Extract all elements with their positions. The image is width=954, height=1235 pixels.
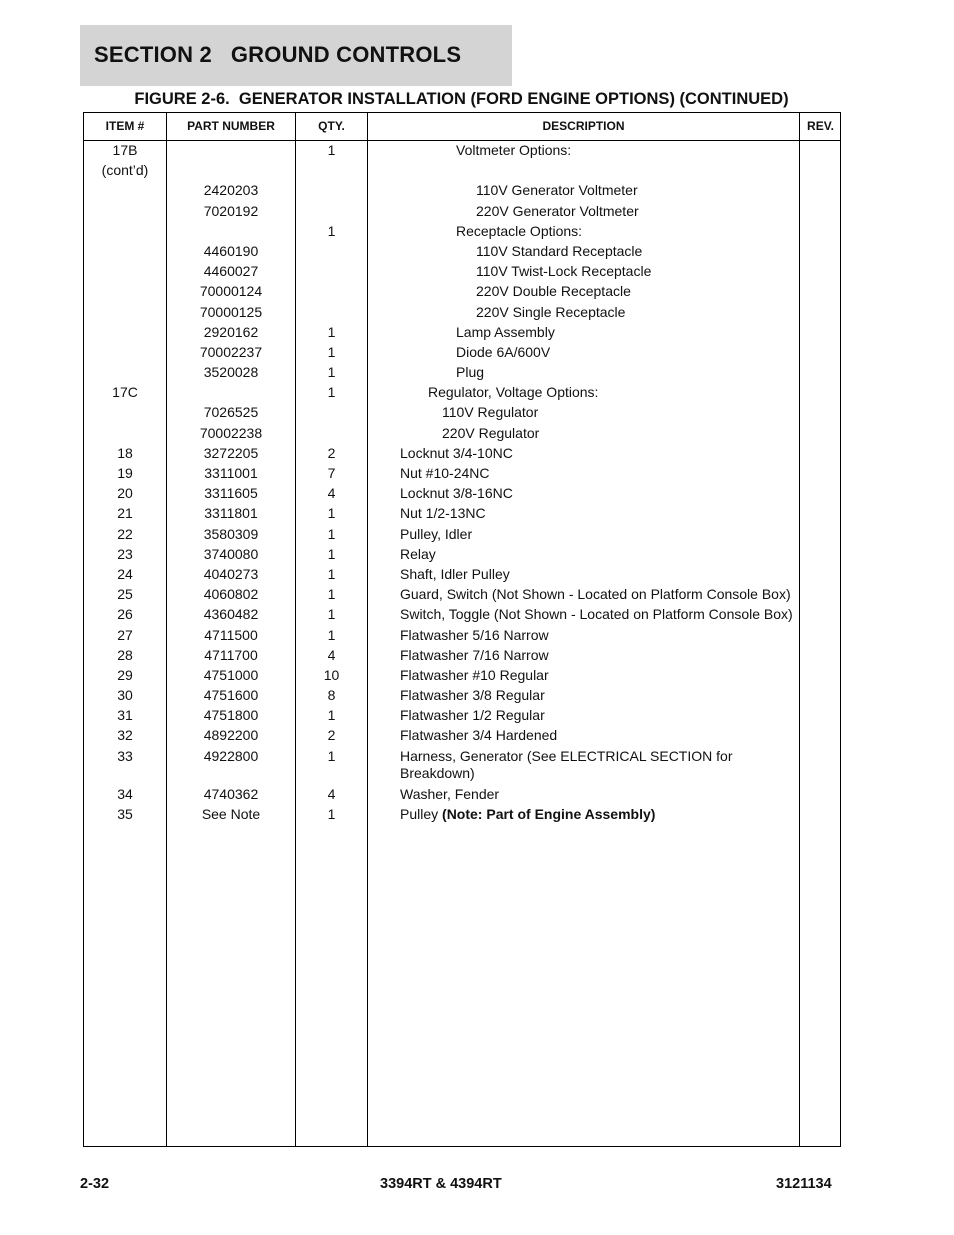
quantity: 4: [327, 646, 336, 663]
description: [400, 606, 793, 623]
part-number: 3311001: [204, 465, 258, 481]
part-number: 4460027: [203, 263, 259, 280]
quantity: 2: [327, 444, 336, 461]
description-text: Nut 1/2-13NC: [400, 505, 486, 522]
description-text: Flatwasher 3/4 Hardened: [400, 727, 558, 744]
header-description: DESCRIPTION: [542, 119, 625, 133]
description-text: 110V Regulator: [442, 404, 539, 421]
table-row: [84, 242, 840, 262]
description-text: 110V Standard Receptacle: [476, 242, 643, 259]
description: [456, 364, 484, 381]
item-number: 27: [117, 626, 133, 643]
description-text: Switch, Toggle (Not Shown - Located on Platform Console Box): [400, 606, 793, 623]
quantity: 1: [327, 142, 336, 158]
table-row: [84, 141, 840, 161]
quantity: 2: [327, 727, 336, 744]
description: [400, 505, 486, 522]
quantity: 1: [327, 525, 336, 542]
description: [442, 425, 539, 442]
description: [456, 223, 582, 240]
item-number: 19: [117, 465, 133, 481]
description: [400, 627, 549, 644]
table-row: [84, 484, 840, 504]
quantity: 1: [327, 707, 336, 724]
description-text: Washer, Fender: [400, 785, 500, 802]
part-number: 4711500: [204, 626, 258, 643]
description-text: Relay: [400, 545, 436, 562]
description-text: 110V Generator Voltmeter: [476, 182, 638, 199]
item-number: (cont’d): [101, 162, 149, 179]
description: [476, 203, 639, 220]
description: [400, 687, 545, 704]
description: [442, 404, 538, 421]
description-text: Harness, Generator (See ELECTRICAL SECTION for: [400, 747, 733, 764]
part-number: 70002238: [199, 424, 263, 441]
section-header-bar: [80, 25, 512, 86]
description-text: 220V Generator Voltmeter: [476, 202, 639, 219]
item-number: 17B: [112, 142, 138, 158]
part-number: 4040273: [203, 565, 259, 582]
description: [476, 243, 642, 260]
part-number: 4460190: [203, 242, 259, 259]
item-number: 23: [117, 545, 133, 562]
description: [400, 445, 513, 462]
item-number: 20: [117, 485, 133, 502]
quantity: 1: [327, 606, 336, 623]
table-row: [84, 646, 840, 666]
description: [400, 546, 436, 563]
part-number: 4751000: [203, 666, 259, 683]
table-row: [84, 343, 840, 363]
quantity: 7: [327, 465, 336, 481]
table-row: [84, 202, 840, 222]
table-row: [84, 363, 840, 383]
part-number: 4740362: [203, 785, 259, 802]
header-rev: REV.: [807, 119, 834, 133]
quantity: 1: [327, 505, 336, 522]
quantity: 1: [327, 222, 336, 239]
table-row: [84, 282, 840, 302]
item-number: 28: [117, 646, 133, 663]
description-text: Plug: [456, 364, 485, 381]
table-row: [84, 464, 840, 484]
description-text: Regulator, Voltage Options:: [428, 384, 599, 401]
footer-model: 3394RT & 4394RT: [380, 1176, 502, 1192]
description: [476, 283, 631, 300]
description-text: Receptacle Options:: [456, 222, 583, 239]
description: [456, 344, 550, 361]
part-number: 4751600: [203, 687, 259, 704]
description: [400, 586, 791, 603]
part-number: 70000124: [199, 283, 263, 300]
part-number: 70000125: [199, 303, 263, 320]
description: [428, 384, 598, 401]
item-number: 29: [117, 666, 133, 683]
table-row: [84, 504, 840, 524]
quantity: 10: [323, 666, 340, 683]
section-title: SECTION 2 GROUND CONTROLS: [94, 42, 462, 67]
table-row: [84, 262, 840, 282]
description-text: Flatwasher #10 Regular: [400, 666, 549, 683]
table-row: [84, 303, 840, 323]
item-number: 17C: [112, 384, 138, 401]
table-row: [84, 605, 840, 625]
description-text: 220V Double Receptacle: [476, 283, 631, 300]
description-text: Diode 6A/600V: [456, 343, 551, 360]
table-row: [84, 323, 840, 343]
quantity: 1: [327, 626, 336, 643]
header-qty: QTY.: [318, 119, 345, 133]
table-row: [84, 747, 840, 785]
description: [400, 707, 545, 724]
description-text: 110V Twist-Lock Receptacle: [476, 263, 652, 280]
table-row: [84, 686, 840, 706]
footer-page-number: 2-32: [80, 1176, 110, 1192]
table-row: [84, 565, 840, 585]
description-continuation: Breakdown): [400, 764, 475, 781]
description: [400, 566, 510, 583]
quantity: 1: [327, 747, 336, 764]
description-text: Voltmeter Options:: [456, 142, 572, 158]
description: [456, 142, 571, 159]
part-number: 4892200: [203, 727, 259, 744]
quantity: 1: [327, 343, 336, 360]
table-row: [84, 666, 840, 686]
description-text: Nut #10-24NC: [400, 465, 490, 481]
part-number: 3520028: [203, 364, 259, 381]
description: [400, 806, 655, 823]
part-number: 3580309: [203, 525, 259, 542]
description-note: (Note: Part of Engine Assembly): [442, 805, 656, 822]
part-number: 3272205: [203, 444, 259, 461]
description: [400, 465, 490, 482]
table-row: [84, 805, 840, 825]
description-text: Flatwasher 7/16 Narrow: [400, 646, 549, 663]
description: [476, 304, 625, 321]
description-text: 220V Regulator: [442, 424, 540, 441]
table-row: [84, 585, 840, 605]
part-number: 7020192: [203, 202, 259, 219]
item-number: 26: [117, 606, 133, 623]
item-number: 31: [117, 707, 133, 724]
table-row: [84, 726, 840, 746]
table-row: [84, 706, 840, 726]
description-text: Flatwasher 3/8 Regular: [400, 687, 545, 704]
description: [400, 526, 472, 543]
part-number: 3311605: [204, 485, 258, 502]
quantity: 1: [327, 565, 336, 582]
table-row: [84, 403, 840, 423]
quantity: 8: [327, 687, 336, 704]
item-number: 34: [117, 785, 133, 802]
header-item: ITEM #: [105, 119, 145, 133]
quantity: 1: [327, 586, 336, 603]
part-number: 4360482: [203, 606, 259, 623]
description-text: Lamp Assembly: [456, 323, 555, 340]
table-row: [84, 181, 840, 201]
table-row: [84, 161, 840, 181]
description-text: Flatwasher 1/2 Regular: [400, 707, 545, 724]
item-number: 24: [117, 565, 133, 582]
part-number: 4922800: [203, 747, 259, 764]
part-number: 2920162: [203, 323, 259, 340]
description-text: Shaft, Idler Pulley: [400, 565, 510, 582]
table-row: [84, 626, 840, 646]
quantity: 4: [327, 785, 336, 802]
description: [400, 727, 557, 744]
part-number: 4060802: [203, 586, 259, 603]
quantity: 1: [327, 545, 336, 562]
description-text: Flatwasher 5/16 Narrow: [400, 626, 549, 643]
description-text: Guard, Switch (Not Shown - Located on Platform Console Box): [400, 586, 791, 603]
figure-title: FIGURE 2-6. GENERATOR INSTALLATION (FORD ENGINE OPTIONS) (CONTINUED): [134, 90, 789, 108]
header-part-number: PART NUMBER: [187, 119, 275, 133]
item-number: 32: [117, 727, 133, 744]
description: [400, 667, 549, 684]
table-row: [84, 444, 840, 464]
part-number: 3311801: [204, 505, 258, 522]
quantity: 1: [327, 805, 336, 822]
item-number: 30: [117, 687, 133, 704]
table-row: [84, 785, 840, 805]
description-text: 220V Single Receptacle: [476, 303, 626, 320]
description-text: Pulley: [400, 805, 443, 822]
part-number: 70002237: [199, 343, 263, 360]
item-number: 25: [117, 586, 133, 603]
part-number: 3740080: [203, 545, 259, 562]
part-number: 4751800: [203, 707, 259, 724]
item-number: 21: [117, 505, 133, 522]
description: [476, 263, 651, 280]
item-number: 18: [117, 444, 133, 461]
quantity: 1: [327, 384, 336, 401]
description: [400, 647, 549, 664]
table-body: [84, 141, 840, 825]
item-number: 22: [117, 525, 133, 542]
quantity: 1: [327, 364, 336, 381]
description-text: Locknut 3/4-10NC: [400, 444, 513, 461]
item-number: 33: [117, 747, 133, 764]
footer-doc-number: 3121134: [776, 1176, 832, 1192]
description: [476, 182, 638, 199]
part-number: See Note: [201, 805, 261, 822]
description-text: Pulley, Idler: [400, 525, 473, 542]
table-row: [84, 525, 840, 545]
description-text: Locknut 3/8-16NC: [400, 485, 513, 502]
description: [400, 786, 499, 803]
part-number: 7026525: [203, 404, 259, 421]
description: [400, 748, 732, 782]
table-row: [84, 545, 840, 565]
table-row: [84, 383, 840, 403]
description: [400, 485, 513, 502]
quantity: 1: [327, 323, 336, 340]
part-number: 2420203: [203, 182, 259, 199]
parts-table: [83, 112, 841, 1147]
table-row: [84, 222, 840, 242]
table-row: [84, 424, 840, 444]
description: [456, 324, 555, 341]
item-number: 35: [117, 805, 133, 822]
part-number: 4711700: [204, 646, 258, 663]
quantity: 4: [327, 485, 336, 502]
